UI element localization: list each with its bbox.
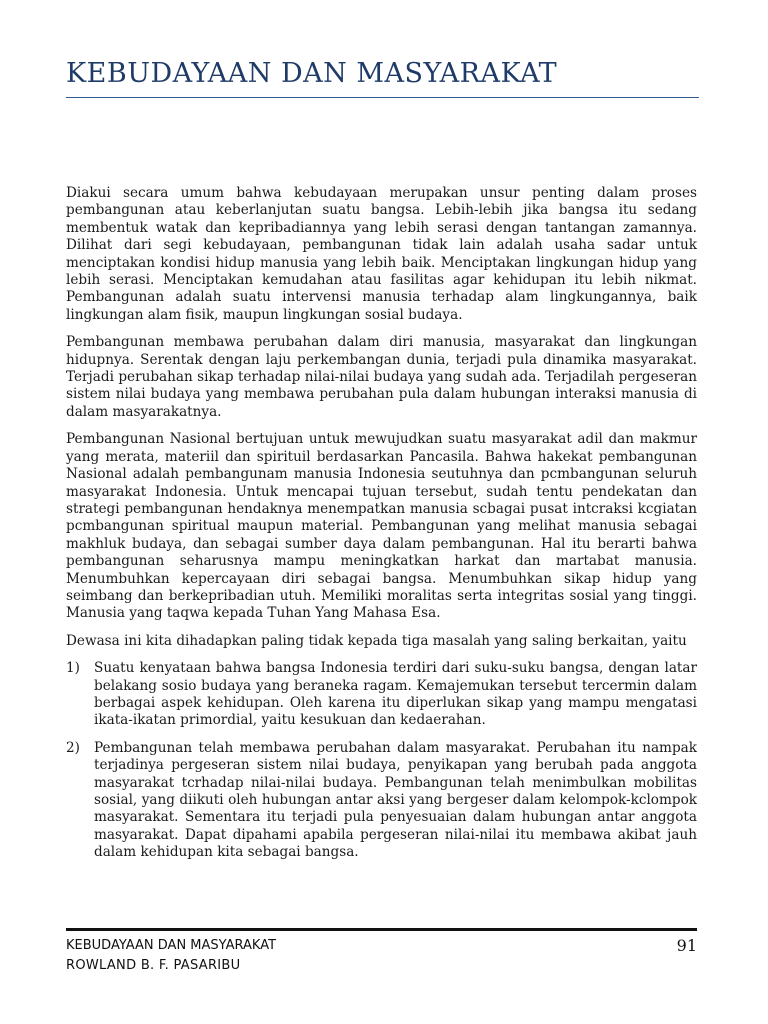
- list-item-2: [66, 740, 697, 862]
- numbered-list: [66, 660, 697, 861]
- page-title: KEBUDAYAAN DAN MASYARAKAT: [66, 58, 558, 89]
- paragraph-3: Pembangunan Nasional bertujuan untuk mewujudkan suatu masyarakat adil dan makmur yang merata, materiil dan spirituil berdasarkan Pancasila. Bahwa hakekat pembangunan Nasional adalah pembangunam manusia Indonesia seutuhnya dan pcmbangunan seluruh masyarakat Indonesia. Untuk mencapai tujuan tersebut, sudah tentu pendekatan dan strategi pembangunan hendaknya menempatkan manusia scbagai pusat intcraksi kcgiatan pcmbangunan spiritual maupun material. Pembangunan yang melihat manusia sebagai makhluk budaya, dan sebagai sumber daya dalam pembangunan. Hal itu berarti bahwa pembangunan seharusnya mampu meningkatkan harkat dan martabat manusia. Menumbuhkan kepercayaan diri sebagai bangsa. Menumbuhkan sikap hidup yang seimbang dan berkepribadian utuh. Memiliki moralitas serta integritas sosial yang tinggi. Manusia yang taqwa kepada Tuhan Yang Mahasa Esa.: [66, 431, 697, 622]
- list-marker: 2): [66, 739, 80, 756]
- list-item-1: [66, 660, 697, 730]
- page-header: [66, 58, 699, 98]
- footer-row: [66, 938, 697, 958]
- title-divider: [66, 97, 699, 98]
- page-footer: [66, 928, 697, 973]
- paragraph-4: Dewasa ini kita dihadapkan paling tidak kepada tiga masalah yang saling berkaitan, yaitu: [66, 632, 687, 649]
- page-number: 91: [676, 936, 697, 955]
- list-item-text: Pembangunan telah membawa perubahan dalam masyarakat. Perubahan itu nampak terjadinya pergeseran sistem nilai budaya, penyikapan yang berubah pada anggota masyarakat tcrhadap nilai-nilai budaya. Pembangunan telah menimbulkan mobilitas sosial, yang diikuti oleh hubungan antar aksi yang bergeser dalam kelompok-kclompok masyarakat. Sementara itu terjadi pula penyesuaian dalam hubungan antar anggota masyarakat. Dapat dipahami apabila pergeseran nilai-nilai itu membawa akibat jauh dalam kehidupan kita sebagai bangsa.: [94, 739, 697, 861]
- article-body: [66, 185, 697, 872]
- list-item-text: Suatu kenyataan bahwa bangsa Indonesia terdiri dari suku-suku bangsa, dengan latar belakang sosio budaya yang beraneka ragam. Kemajemukan tersebut tercermin dalam berbagai aspek kehidupan. Oleh karena itu diperlukan sikap yang mampu mengatasi ikata-ikatan primordial, yaitu kesukuan dan kedaerahan.: [94, 660, 697, 729]
- paragraph-1: Diakui secara umum bahwa kebudayaan merupakan unsur penting dalam proses pembangunan atau keberlanjutan suatu bangsa. Lebih-lebih jika bangsa itu sedang membentuk watak dan kepribadiannya yang lebih serasi dengan tantangan zamannya. Dilihat dari segi kebudayaan, pembangunan tidak lain adalah usaha sadar untuk menciptakan kondisi hidup manusia yang lebih baik. Menciptakan lingkungan hidup yang lebih serasi. Menciptakan kemudahan atau fasilitas agar kehidupan itu lebih nikmat. Pembangunan adalah suatu intervensi manusia terhadap alam lingkungannya, baik lingkungan alam fisik, maupun lingkungan sosial budaya.: [66, 185, 697, 323]
- list-marker: 1): [66, 660, 80, 677]
- paragraph-2: Pembangunan membawa perubahan dalam diri manusia, masyarakat dan lingkungan hidupnya. Serentak dengan laju perkembangan dunia, terjadi pula dinamika masyarakat. Terjadi perubahan sikap terhadap nilai-nilai budaya yang sudah ada. Terjadilah pergeseran sistem nilai budaya yang membawa perubahan pula dalam hubungan interaksi manusia di dalam masyarakatnya.: [66, 334, 697, 420]
- footer-divider: [66, 928, 697, 931]
- footer-title: KEBUDAYAAN DAN MASYARAKAT: [66, 938, 277, 953]
- footer-author: ROWLAND B. F. PASARIBU: [66, 958, 241, 973]
